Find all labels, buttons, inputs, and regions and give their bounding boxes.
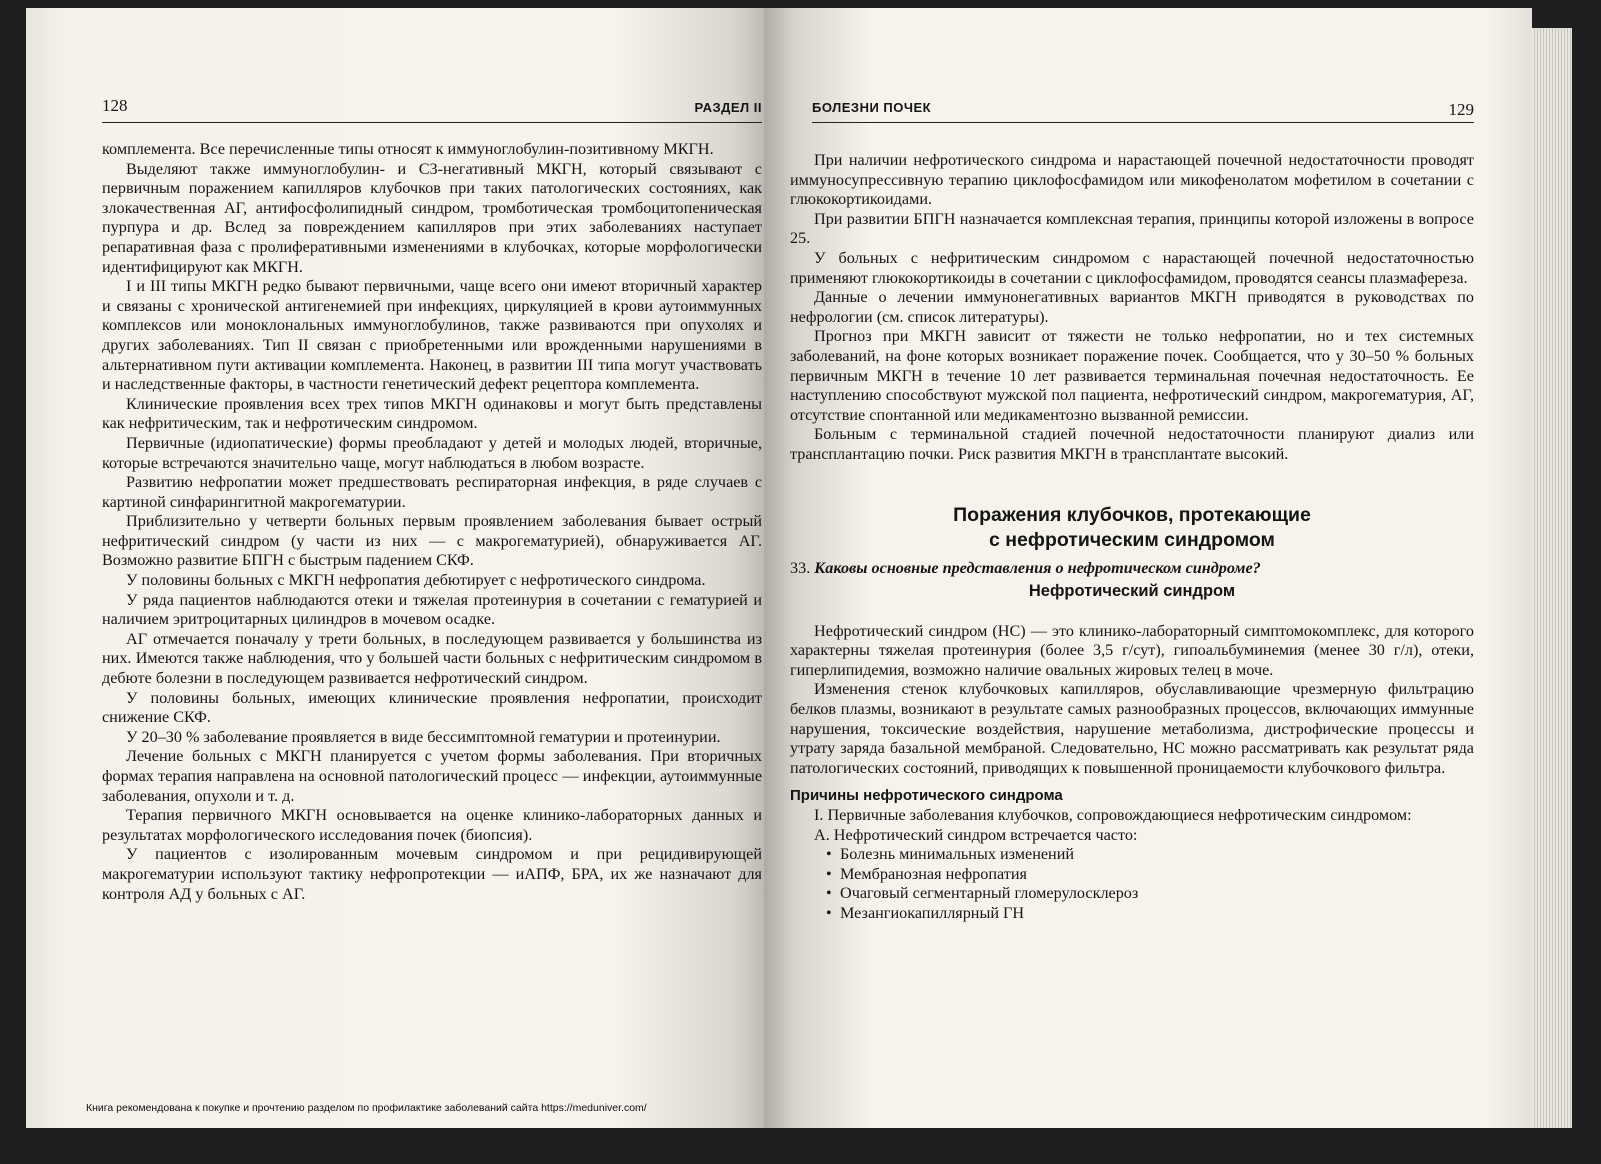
- left-page-number: 128: [102, 96, 128, 115]
- right-section-title: БОЛЕЗНИ ПОЧЕК: [812, 100, 932, 115]
- paragraph: Приблизительно у четверти больных первым проявлением заболевания бывает острый нефритический синдром (у части из них — с макрогематурией), обнаруживается АГ. Возможно развитие БПГН с быстрым падением СКФ.: [102, 512, 762, 570]
- paragraph: У половины больных, имеющих клинические проявления нефропатии, происходит снижение СКФ.: [102, 688, 762, 727]
- paragraph: Развитию нефропатии может предшествовать респираторная инфекция, в ряде случаев с картиной синфарингитной макрогематурии.: [102, 473, 762, 511]
- paragraph: комплемента. Все перечисленные типы относят к иммуноглобулин-позитивному МКГН.: [102, 140, 714, 158]
- right-paragraphs: [790, 151, 1474, 465]
- right-body-text: [790, 151, 1474, 924]
- causes-heading: Причины нефротического синдрома: [790, 787, 1063, 805]
- causes-intro: I. Первичные заболевания клубочков, сопровождающиеся нефротическим синдромом:: [814, 806, 1412, 825]
- paragraph: I и III типы МКГН редко бывают первичными, чаще всего они имеют вторичный характер и связаны с хронической антигенемией при инфекциях, циркуляцией в крови аутоиммунных комплексов или моноклональных иммуноглобулинов, также развиваются при опухолях и других заболеваниях. Тип II связан с приобретенными или врожденными нарушениями в альтернативном пути активации комплемента. Наконец, в развитии III типа могут участвовать и наследственные факторы, в частности генетический дефект рецептора комплемента.: [102, 277, 762, 394]
- paragraph: Прогноз при МКГН зависит от тяжести не только нефропатии, но и тех системных заболеваний, на фоне которых возникает поражение почек. Сообщается, что у 30–50 % больных первичным МКГН в течение 10 лет развивается терминальная почечная недостаточность. Ее наступлению способствуют мужской пол пациента, нефротический синдром, макрогематурия, АГ, отсутствие спонтанной или медикаментозно вызванной ремиссии.: [790, 327, 1474, 424]
- causes-list-item: [826, 865, 1474, 885]
- paragraph: Данные о лечении иммунонегативных вариантов МКГН приводятся в руководствах по нефрологии (см. список литературы).: [790, 288, 1474, 326]
- question: [790, 559, 1474, 579]
- causes-list-item: [826, 884, 1474, 904]
- paragraph: У пациентов с изолированным мочевым синдромом и при рецидивирующей макрогематурии используют тактику нефропротекции — иАПФ, БРА, их же назначают для контроля АД у больных с АГ.: [102, 845, 762, 903]
- question-number: 33.: [790, 558, 811, 577]
- paragraph: Выделяют также иммуноглобулин- и С3-негативный МКГН, который связывают с первичным поражением капилляров клубочков при таких патологических состояниях, как злокачественная АГ, антифосфолипидный синдром, тромботическая тромбоцитопеническая пурпура и др. Вслед за повреждением капилляров при этих заболеваниях наступает репаративная фаза с пролиферативными изменениями в клубочках, которые морфологически идентифицируют как МКГН.: [102, 159, 762, 276]
- paragraph: У больных с нефритическим синдромом с нарастающей почечной недостаточностью применяют глюкокортикоиды в сочетании с циклофосфамидом, проводятся сеансы плазмафереза.: [790, 248, 1474, 287]
- chapter-heading-line-1: Поражения клубочков, протекающие: [953, 503, 1311, 526]
- paragraph: При наличии нефротического синдрома и нарастающей почечной недостаточности проводят иммуносупрессивную терапию циклофосфамидом или микофенолатом мофетилом в сочетании с глюкокортикоидами.: [790, 151, 1474, 209]
- right-running-header: [812, 92, 1474, 123]
- left-page: [26, 8, 764, 1128]
- causes-list: [790, 845, 1474, 923]
- causes-list-item: [826, 904, 1474, 924]
- causes-list-item-text: Очаговый сегментарный гломерулосклероз: [840, 884, 1139, 903]
- question-text: Каковы основные представления о нефротическом синдроме?: [814, 558, 1261, 577]
- paragraph: При развитии БПГН назначается комплексная терапия, принципы которой изложены в вопросе 25.: [790, 209, 1474, 248]
- chapter-heading-line-2: с нефротическим синдромом: [989, 528, 1275, 551]
- paragraph: Нефротический синдром (НС) — это клинико-лабораторный симптомокомплекс, для которого характерны тяжелая протеинурия (более 3,5 г/сут), гипоальбуминемия (менее 30 г/л), отеки, гиперлипидемия, возможно наличие овальных жировых телец в моче.: [790, 621, 1474, 679]
- paragraph: У 20–30 % заболевание проявляется в виде бессимптомной гематурии и протеинурии.: [126, 727, 721, 746]
- paragraph: Первичные (идиопатические) формы преобладают у детей и молодых людей, вторичные, которые встречаются значительно чаще, могут наблюдаться в любом возрасте.: [102, 433, 762, 472]
- left-section-title: РАЗДЕЛ II: [694, 100, 762, 115]
- causes-list-item-text: Мезангиокапиллярный ГН: [840, 904, 1025, 922]
- paragraph: У половины больных с МКГН нефропатия дебютирует с нефротического синдрома.: [126, 571, 706, 590]
- chapter-heading: [790, 503, 1474, 553]
- paragraph: АГ отмечается поначалу у трети больных, в последующем развивается у большинства из них. Имеются также наблюдения, что у большей части больных с нефритическим синдромом в дебюте болезни в последующем развивается нефротический синдром.: [102, 629, 762, 688]
- paragraph: Изменения стенок клубочковых капилляров, обуславливающие чрезмерную фильтрацию белков плазмы, возникают в результате самых разнообразных процессов, включающих иммунные нарушения, токсические воздействия, нарушение метаболизма, дистрофические процессы и утрату заряда базальной мембраной. Следовательно, НС можно рассматривать как результат ряда патологических состояний, приводящих к повышенной проницаемости клубочкового фильтра.: [790, 680, 1474, 777]
- causes-list-item-text: Болезнь минимальных изменений: [840, 845, 1075, 864]
- right-paragraphs-2: [790, 622, 1474, 779]
- right-page-number: 129: [1448, 100, 1474, 119]
- left-body-text: [102, 140, 762, 904]
- paragraph: Клинические проявления всех трех типов МКГН одинаковы и могут быть представлены как нефритическим, так и нефротическим синдромом.: [102, 394, 762, 433]
- footer-note: Книга рекомендована к покупке и прочтению разделом по профилактике заболеваний сайта https://meduniver.com/: [86, 1102, 647, 1114]
- page-edges: [1532, 28, 1572, 1128]
- paragraph: У ряда пациентов наблюдаются отеки и тяжелая протеинурия в сочетании с гематурией и наличием эритроцитарных цилиндров в мочевом осадке.: [102, 590, 762, 629]
- subheading: Нефротический синдром: [1028, 582, 1236, 601]
- causes-list-item-text: Мембранозная нефропатия: [840, 864, 1027, 883]
- right-page: [764, 8, 1532, 1128]
- paragraph: Больным с терминальной стадией почечной недостаточности планируют диализ или трансплантацию почки. Риск развития МКГН в трансплантате высокий.: [790, 425, 1474, 463]
- causes-subsection: А. Нефротический синдром встречается часто:: [814, 825, 1138, 844]
- paragraph: Терапия первичного МКГН основывается на оценке клинико-лабораторных данных и результатах морфологического исследования почек (биопсия).: [102, 806, 762, 844]
- paragraph: Лечение больных с МКГН планируется с учетом формы заболевания. При вторичных формах терапия направлена на основной патологический процесс — инфекции, аутоиммунные заболевания, опухоли и т. д.: [102, 747, 762, 805]
- left-running-header: [102, 92, 762, 123]
- causes-list-item: [826, 845, 1474, 865]
